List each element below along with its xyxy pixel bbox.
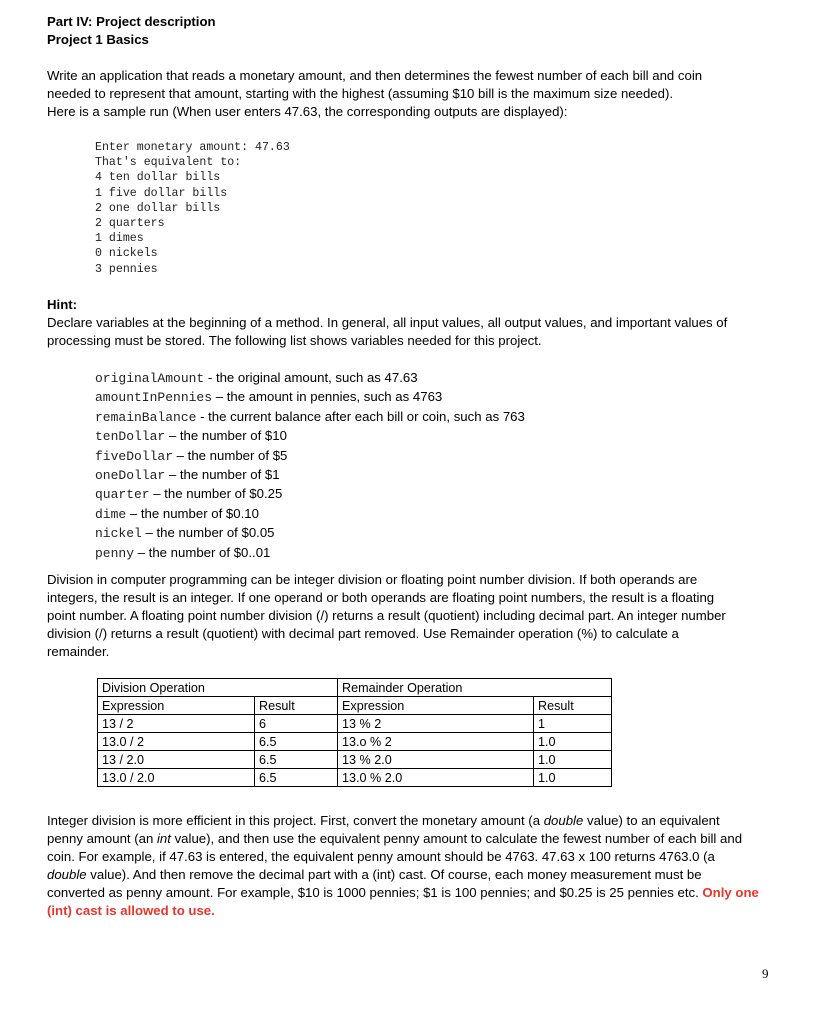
division-paragraph xyxy=(47,571,772,661)
table-cell: 13.0 / 2 xyxy=(98,733,255,751)
hint-paragraph xyxy=(47,314,772,350)
hint-line: Declare variables at the beginning of a method. In general, all input values, all output values, and important values of xyxy=(47,315,728,330)
table-cell: 1.0 xyxy=(534,769,612,787)
variable-desc: – the number of $0.10 xyxy=(126,505,259,521)
operations-table xyxy=(97,678,612,787)
emphasis-text: double xyxy=(543,813,584,828)
integer-line xyxy=(47,866,772,884)
division-title-cell: Division Operation xyxy=(98,679,338,697)
variable-name: quarter xyxy=(95,487,150,503)
hint-line: processing must be stored. The following list shows variables needed for this project. xyxy=(47,333,542,348)
variable-item xyxy=(95,544,525,563)
table-header-row xyxy=(98,697,612,715)
variable-desc: – the number of $0..01 xyxy=(134,544,271,560)
table-cell: 6.5 xyxy=(255,769,338,787)
intro-line: Here is a sample run (When user enters 47.63, the corresponding outputs are displayed): xyxy=(47,104,568,119)
integer-division-paragraph xyxy=(47,812,772,920)
variable-name: originalAmount xyxy=(95,371,205,386)
table-row xyxy=(98,769,612,787)
variable-desc: – the number of $1 xyxy=(165,467,280,483)
table-cell: 1.0 xyxy=(534,733,612,751)
red-emphasis-text: (int) cast is allowed to use. xyxy=(47,903,215,918)
text-run: penny amount (an xyxy=(47,831,157,846)
table-cell: 13 / 2 xyxy=(98,715,255,733)
sample-line: 1 five dollar bills xyxy=(95,186,228,200)
text-run: converted as penny amount. For example, $10 is 1000 pennies; $1 is 100 pennies; and $0.25 is 25 pennies etc. xyxy=(47,885,703,900)
header-cell: Expression xyxy=(98,697,255,715)
integer-line: coin. For example, if 47.63 is entered, the equivalent penny amount should be 4763. 47.63 x 100 returns 4763.0 (a xyxy=(47,849,715,864)
integer-line xyxy=(47,812,772,830)
table-cell: 13 / 2.0 xyxy=(98,751,255,769)
table-row xyxy=(98,715,612,733)
table-cell: 13 % 2 xyxy=(338,715,534,733)
variable-desc: – the amount in pennies, such as 4763 xyxy=(212,389,443,405)
page-number: 9 xyxy=(762,966,769,981)
variable-desc: – the number of $0.05 xyxy=(141,525,275,541)
variable-name: remainBalance xyxy=(95,409,197,425)
division-line: point number. A floating point number division (/) returns a result (quotient) including decimal part. An integer number xyxy=(47,608,726,623)
emphasis-text: int xyxy=(156,831,171,846)
variable-name: amountInPennies xyxy=(95,390,213,406)
variable-item xyxy=(95,524,525,543)
sample-line: 3 pennies xyxy=(95,262,158,276)
hint-heading: Hint: xyxy=(47,297,78,312)
project-heading: Project 1 Basics xyxy=(47,32,149,47)
variable-name: tenDollar xyxy=(95,429,166,445)
variable-item xyxy=(95,408,525,427)
division-line: integers, the result is an integer. If one operand or both operands are floating point numbers, the result is a floating xyxy=(47,590,715,605)
variable-item xyxy=(95,447,525,466)
red-emphasis-text: Only one xyxy=(702,885,759,900)
variable-desc: - the original amount, such as 47.63 xyxy=(204,370,418,385)
variable-item xyxy=(95,427,525,446)
table-cell: 13 % 2.0 xyxy=(338,751,534,769)
variable-list xyxy=(95,369,525,563)
intro-paragraph xyxy=(47,67,772,121)
table-row xyxy=(98,751,612,769)
sample-line: That's equivalent to: xyxy=(95,156,242,170)
table-cell: 13.0 % 2.0 xyxy=(338,769,534,787)
table-cell: 6.5 xyxy=(255,733,338,751)
intro-line: needed to represent that amount, starting with the highest (assuming $10 bill is the maximum size needed). xyxy=(47,86,674,101)
variable-name: fiveDollar xyxy=(95,448,174,464)
table-cell: 6 xyxy=(255,715,338,733)
header-cell: Expression xyxy=(338,697,534,715)
table-cell: 6.5 xyxy=(255,751,338,769)
variable-name: oneDollar xyxy=(95,468,166,484)
table-cell: 1 xyxy=(534,715,612,733)
variable-name: nickel xyxy=(95,526,142,542)
table-row xyxy=(98,733,612,751)
integer-line xyxy=(47,902,772,920)
sample-line: 4 ten dollar bills xyxy=(95,171,221,185)
division-line: Division in computer programming can be integer division or floating point number division. If both operands are xyxy=(47,572,698,587)
header-cell: Result xyxy=(255,697,338,715)
text-run: value). And then remove the decimal part with a (int) cast. Of course, each money measurement must be xyxy=(86,867,702,882)
variable-desc: – the number of $5 xyxy=(173,447,288,463)
variable-desc: - the current balance after each bill or coin, such as 763 xyxy=(196,408,525,424)
division-line: division (/) returns a result (quotient) with decimal part removed. Use Remainder operation (%) to calculate a xyxy=(47,626,679,641)
variable-name: dime xyxy=(95,506,127,522)
table-cell: 13.0 / 2.0 xyxy=(98,769,255,787)
variable-item xyxy=(95,466,525,485)
variable-desc: – the number of $0.25 xyxy=(149,486,283,502)
integer-line xyxy=(47,884,772,902)
sample-line: 0 nickels xyxy=(95,247,158,261)
text-run: Integer division is more efficient in this project. First, convert the monetary amount (a xyxy=(47,813,544,828)
variable-desc: – the number of $10 xyxy=(165,428,287,444)
emphasis-text: double xyxy=(47,867,87,882)
sample-line: Enter monetary amount: 47.63 xyxy=(95,141,290,154)
table-title-row xyxy=(98,679,612,697)
integer-line xyxy=(47,830,772,848)
table-cell: 1.0 xyxy=(534,751,612,769)
intro-line: Write an application that reads a monetary amount, and then determines the fewest number of each bill and coin xyxy=(47,68,703,83)
table-cell: 13.o % 2 xyxy=(338,733,534,751)
variable-item xyxy=(95,369,525,388)
text-run: value) to an equivalent xyxy=(583,813,720,828)
division-line: remainder. xyxy=(47,644,110,659)
sample-line: 1 dimes xyxy=(95,232,144,246)
text-run: value), and then use the equivalent penny amount to calculate the fewest number of each bill and xyxy=(170,831,743,846)
sample-run xyxy=(95,140,290,277)
variable-item xyxy=(95,388,525,407)
sample-line: 2 one dollar bills xyxy=(95,201,221,215)
variable-item xyxy=(95,485,525,504)
sample-line: 2 quarters xyxy=(95,217,165,231)
part-heading: Part IV: Project description xyxy=(47,14,216,29)
header-cell: Result xyxy=(534,697,612,715)
variable-name: penny xyxy=(95,545,135,561)
remainder-title-cell: Remainder Operation xyxy=(338,679,612,697)
variable-item xyxy=(95,505,525,524)
